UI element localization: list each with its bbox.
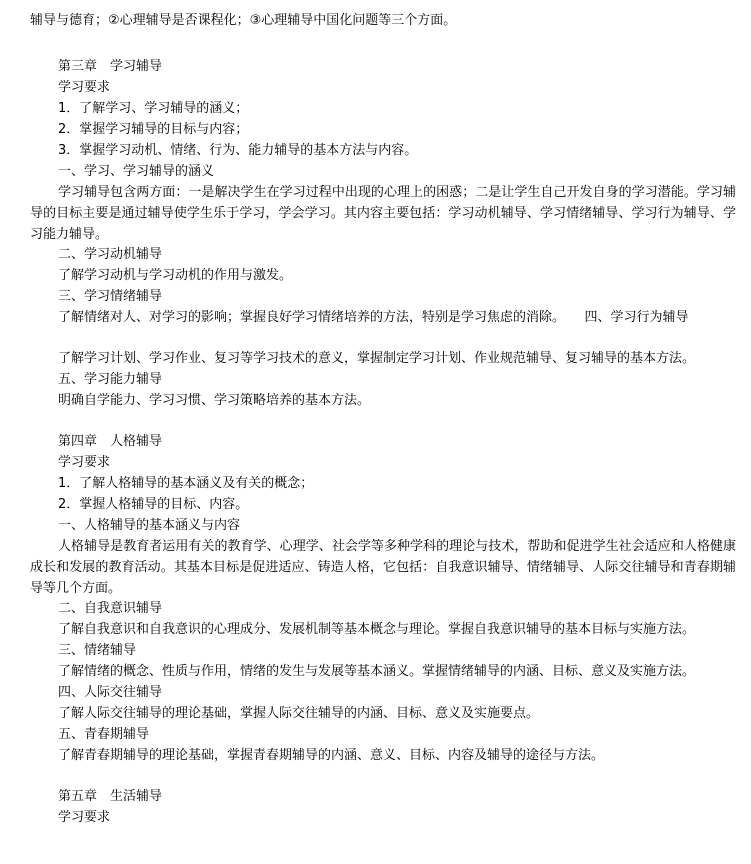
requirement-item: 2．掌握学习辅导的目标与内容； [58, 122, 249, 137]
requirement-item: 3．掌握学习动机、情绪、行为、能力辅导的基本方法与内容。 [58, 143, 418, 158]
section-heading: 一、人格辅导的基本涵义与内容 [58, 518, 241, 533]
paragraph: 人格辅导是教育者运用有关的教育学、心理学、社会学等多种学科的理论与技术，帮助和促进学生社会适应和人格健康成长和发展的教育活动。其基本目标是促进适应、铸造人格，它包括：自我意识辅导、情绪辅导、人际交往辅导和青春期辅导等几个方面。 [30, 539, 736, 596]
paragraph: 了解学习动机与学习动机的作用与激发。 [58, 268, 293, 283]
paragraph: 了解情绪对人、对学习的影响；掌握良好学习情绪培养的方法，特别是学习焦虑的消除。 四、学习行为辅导 [58, 310, 689, 325]
section-heading: 一、学习、学习辅导的涵义 [58, 164, 215, 179]
paragraph: 学习辅导包含两方面：一是解决学生在学习过程中出现的心理上的困惑；二是让学生自己开发自身的学习潜能。学习辅导的目标主要是通过辅导使学生乐于学习，学会学习。其内容主要包括：学习动机辅导、学习情绪辅导、学习行为辅导、学习能力辅导。 [30, 185, 736, 242]
section-heading: 五、青春期辅导 [58, 727, 150, 742]
chapter-title: 第三章 学习辅导 [58, 59, 163, 74]
paragraph: 了解情绪的概念、性质与作用，情绪的发生与发展等基本涵义。掌握情绪辅导的内涵、目标、意义及实施方法。 [58, 664, 696, 679]
paragraph: 了解青春期辅导的理论基础，掌握青春期辅导的内涵、意义、目标、内容及辅导的途径与方法。 [58, 748, 605, 763]
section-heading: 二、自我意识辅导 [58, 601, 163, 616]
section-heading: 三、学习情绪辅导 [58, 289, 163, 304]
requirements-label: 学习要求 [58, 455, 111, 470]
requirement-item: 2．掌握人格辅导的目标、内容。 [58, 497, 249, 512]
chapter-title: 第四章 人格辅导 [58, 434, 163, 449]
requirements-label: 学习要求 [58, 80, 111, 95]
section-heading: 二、学习动机辅导 [58, 247, 163, 262]
requirements-label: 学习要求 [58, 810, 111, 825]
requirement-item: 1．了解学习、学习辅导的涵义； [58, 101, 249, 116]
section-heading: 四、人际交往辅导 [58, 685, 163, 700]
requirement-item: 1．了解人格辅导的基本涵义及有关的概念； [58, 476, 314, 491]
chapter-title: 第五章 生活辅导 [58, 789, 163, 804]
section-heading: 三、情绪辅导 [58, 643, 137, 658]
paragraph: 了解学习计划、学习作业、复习等学习技术的意义，掌握制定学习计划、作业规范辅导、复习辅导的基本方法。 [58, 351, 696, 366]
paragraph: 了解人际交往辅导的理论基础，掌握人际交往辅导的内涵、目标、意义及实施要点。 [58, 706, 540, 721]
section-heading: 五、学习能力辅导 [58, 372, 163, 387]
paragraph: 明确自学能力、学习习惯、学习策略培养的基本方法。 [58, 393, 371, 408]
paragraph: 了解自我意识和自我意识的心理成分、发展机制等基本概念与理论。掌握自我意识辅导的基本目标与实施方法。 [58, 622, 696, 637]
text-line: 辅导与德育；②心理辅导是否课程化；③心理辅导中国化问题等三个方面。 [30, 13, 457, 28]
